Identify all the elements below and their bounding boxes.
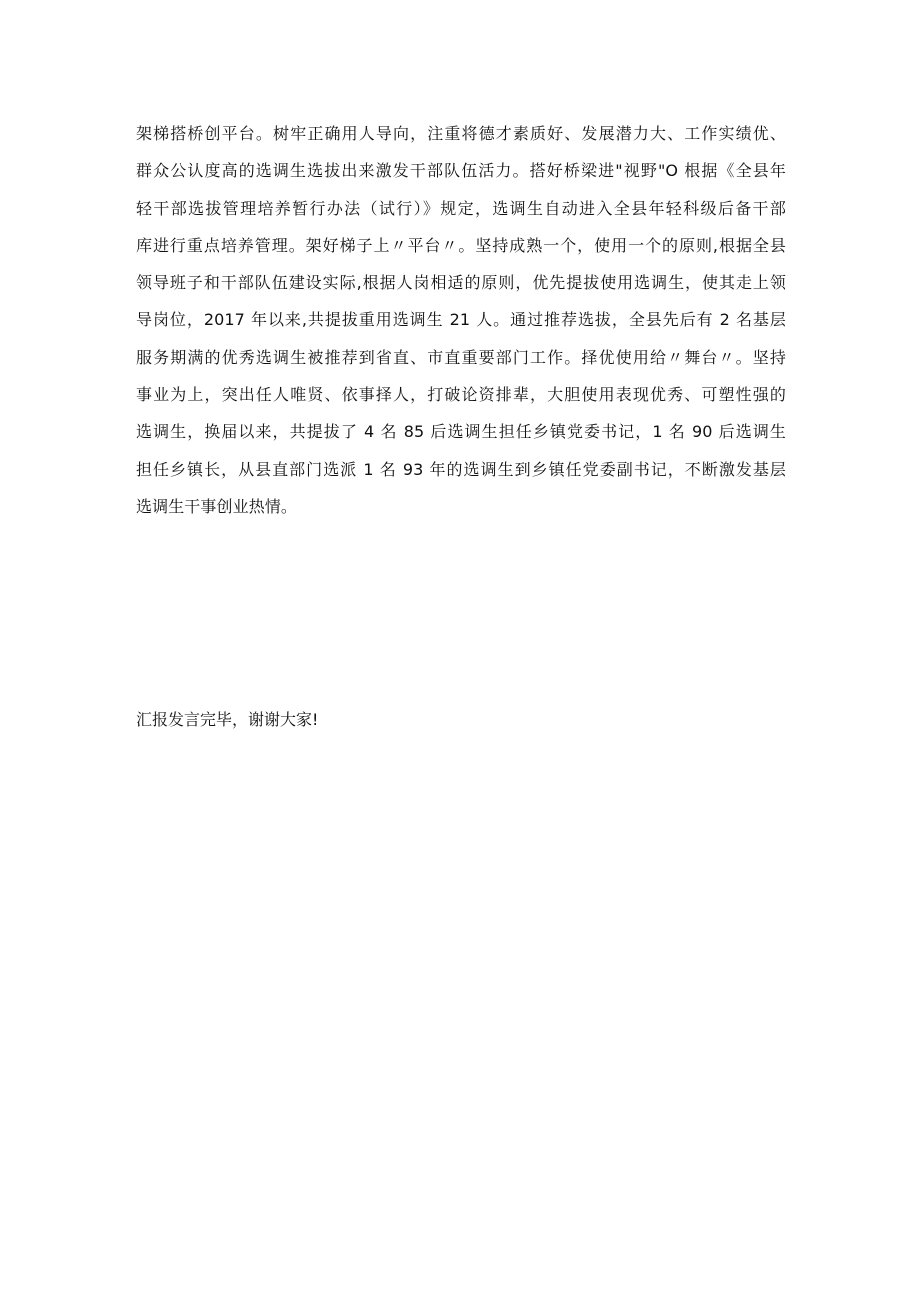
body-paragraph bbox=[136, 122, 786, 532]
paragraph-line: 库进行重点培养管理。架好梯子上〃平台〃。坚持成熟一个，使用一个的原则,根据全县 bbox=[136, 235, 786, 255]
paragraph-line: 事业为上，突出任人唯贤、依事择人，打破论资排辈，大胆使用表现优秀、可塑性强的 bbox=[136, 385, 786, 405]
paragraph-line: 领导班子和干部队伍建设实际,根据人岗相适的原则，优先提拔使用选调生，使其走上领 bbox=[136, 273, 786, 293]
paragraph-line: 选调生干事创业热情。 bbox=[136, 496, 298, 516]
paragraph-line: 架梯搭桥创平台。树牢正确用人导向，注重将德才素质好、发展潜力大、工作实绩优、 bbox=[136, 124, 786, 143]
paragraph-line: 选调生，换届以来，共提拔了 4 名 85 后选调生担任乡镇党委书记，1 名 90 后选调生 bbox=[136, 422, 786, 442]
paragraph-line: 担任乡镇长，从县直部门选派 1 名 93 年的选调生到乡镇任党委副书记，不断激发基层 bbox=[136, 459, 786, 479]
paragraph-line: 轻干部选拔管理培养暂行办法（试行）》规定，选调生自动进入全县年轻科级后备干部 bbox=[136, 198, 786, 218]
paragraph-line: 导岗位，2017 年以来,共提拔重用选调生 21 人。通过推荐选拔，全县先后有 2 名基层 bbox=[136, 310, 786, 330]
paragraph-line: 群众公认度高的选调生选拔出来激发干部队伍活力。搭好桥梁进"视野"O 根据《全县年 bbox=[136, 161, 786, 181]
paragraph-line: 服务期满的优秀选调生被推荐到省直、市直重要部门工作。择优使用给〃舞台〃。坚持 bbox=[136, 347, 786, 367]
closing-remark: 汇报发言完毕，谢谢大家! bbox=[136, 710, 319, 729]
